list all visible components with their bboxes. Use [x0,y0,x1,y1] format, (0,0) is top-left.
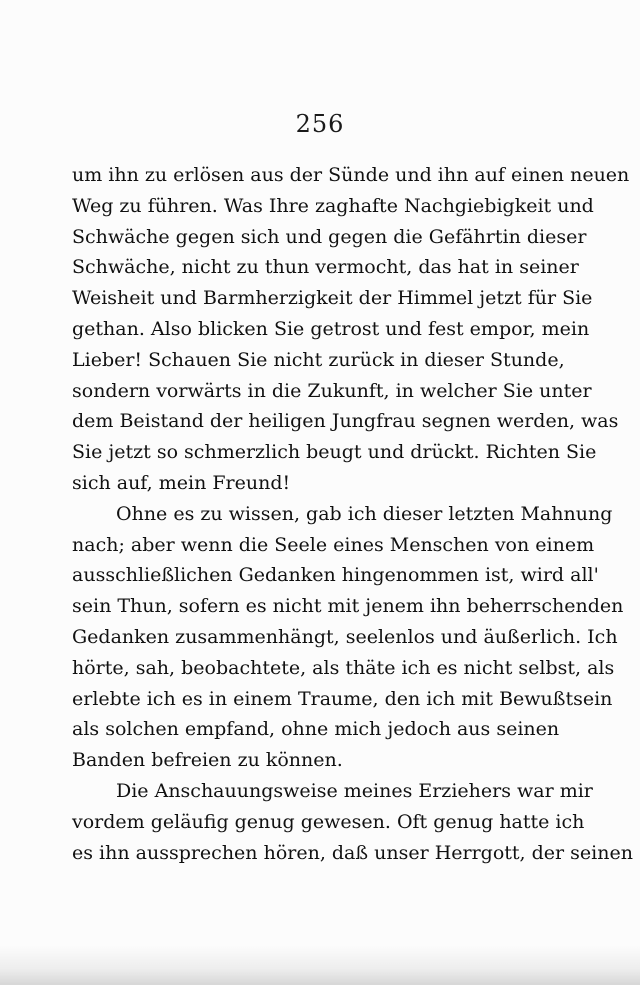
paragraph-end-line: sich auf, mein Freund! [72,471,291,494]
paragraph-start-line: Die Anschauungsweise meines Erziehers war mir [116,779,593,802]
page-number: 256 [295,110,345,138]
text-line: gethan. Also blicken Sie getrost und fest empor, mein [72,317,590,340]
text-line: Schwäche gegen sich und gegen die Gefährtin dieser [72,225,587,248]
text-line: Schwäche, nicht zu thun vermocht, das hat in seiner [72,256,579,279]
text-line: hörte, sah, beobachtete, als thäte ich es nicht selbst, als [72,656,615,679]
text-line: Weisheit und Barmherzigkeit der Himmel jetzt für Sie [72,287,593,310]
text-line: um ihn zu erlösen aus der Sünde und ihn auf einen neuen [72,164,630,186]
paragraph-end-line: Banden befreien zu können. [72,749,343,772]
text-line: als solchen empfand, ohne mich jedoch aus seinen [72,718,560,741]
text-line: nach; aber wenn die Seele eines Menschen von einem [72,533,595,556]
text-line: Weg zu führen. Was Ihre zaghafte Nachgiebigkeit und [72,194,594,217]
text-line: Sie jetzt so schmerzlich beugt und drückt. Richten Sie [72,441,597,464]
text-line: es ihn aussprechen hören, daß unser Herrgott, der seinen [72,841,633,864]
text-line: sondern vorwärts in die Zukunft, in welcher Sie unter [72,379,592,402]
text-line: ausschließlichen Gedanken hingenommen ist, wird all' [72,564,599,587]
text-line: Gedanken zusammenhängt, seelenlos und äußerlich. Ich [72,625,618,648]
text-line: sein Thun, sofern es nicht mit jenem ihn beherrschenden [72,595,624,618]
text-line: Lieber! Schauen Sie nicht zurück in dieser Stunde, [72,348,565,371]
text-line: dem Beistand der heiligen Jungfrau segnen werden, was [72,410,619,433]
text-line: vordem geläufig genug gewesen. Oft genug hatte ich [72,810,585,833]
body-text [72,160,633,868]
paragraph-start-line: Ohne es zu wissen, gab ich dieser letzten Mahnung [116,502,613,525]
text-line: erlebte ich es in einem Traume, den ich mit Bewußtsein [72,687,613,710]
